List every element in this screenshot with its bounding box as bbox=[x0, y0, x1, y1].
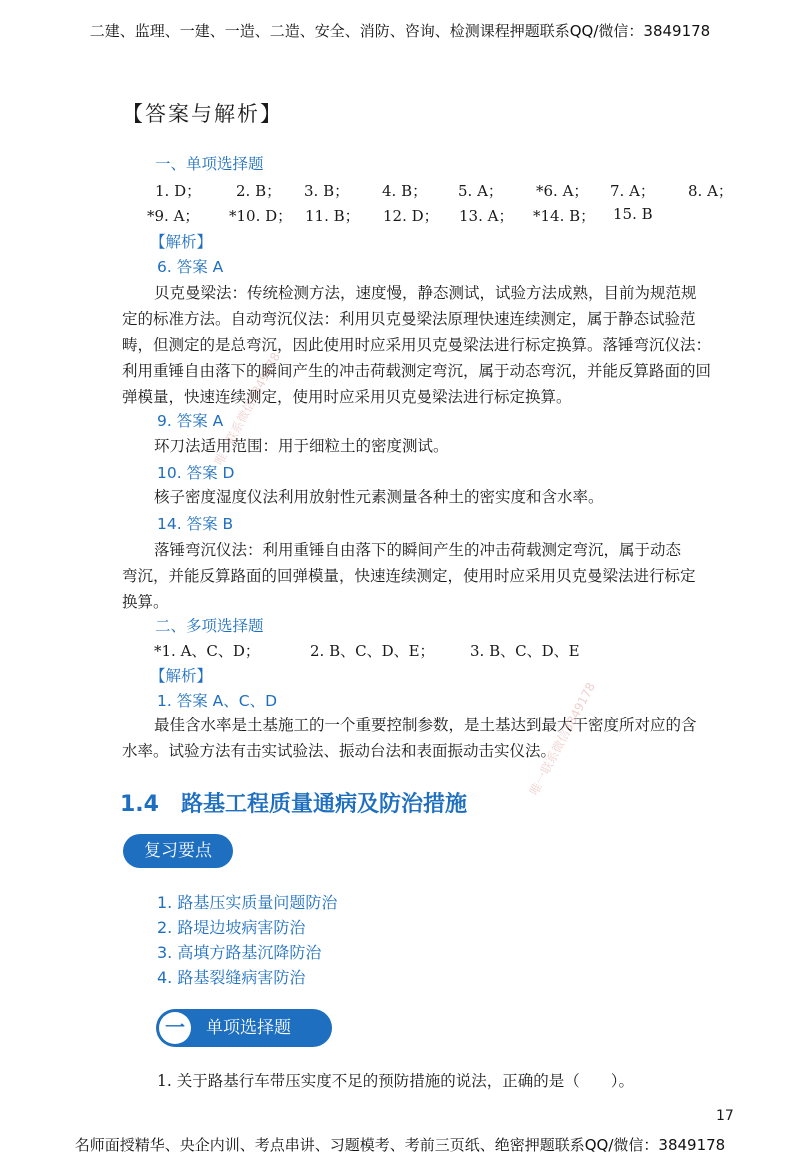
answer-row-1 bbox=[155, 180, 745, 200]
answer-key: 5. A； bbox=[458, 182, 503, 200]
analysis-label: 【解析】 bbox=[150, 233, 213, 251]
text-line: 水率。试验方法有击实试验法、振动台法和表面振动击实仪法。 bbox=[122, 742, 557, 760]
text-line: 弯沉，并能反算路面的回弹模量，快速连续测定，使用时应采用贝克曼梁法进行标定 bbox=[122, 567, 696, 585]
footer-banner: 名师面授精华、央企内训、考点串讲、习题模考、考前三页纸、绝密押题联系QQ/微信：3849178 bbox=[74, 1136, 726, 1154]
section-heading bbox=[120, 787, 467, 818]
single-choice-badge bbox=[156, 1009, 332, 1047]
question-text: 1. 关于路基行车带压实度不足的预防措施的说法，正确的是（ ）。 bbox=[157, 1072, 634, 1090]
answer-key: *14. B； bbox=[533, 207, 596, 225]
text-line: 落锤弯沉仪法：利用重锤自由落下的瞬间产生的冲击荷载测定弯沉，属于动态 bbox=[154, 541, 682, 559]
analysis-paragraph-10 bbox=[154, 484, 604, 510]
answer-row-2 bbox=[147, 205, 707, 225]
badge-number: 一 bbox=[159, 1012, 191, 1044]
answer-key: 2. B； bbox=[236, 182, 282, 200]
answer-key: *6. A； bbox=[536, 182, 589, 200]
analysis-paragraph-14 bbox=[122, 537, 696, 615]
answer-key: 3. B、C、D、E bbox=[470, 642, 580, 660]
answer-key: 12. D； bbox=[383, 207, 439, 225]
text-line: 畴，但测定的是总弯沉，因此使用时应采用贝克曼梁法进行标定换算。落锤弯沉仪法： bbox=[122, 336, 712, 354]
text-line: 最佳含水率是土基施工的一个重要控制参数，是土基达到最大干密度所对应的含 bbox=[154, 716, 697, 734]
answer-key: 7. A； bbox=[610, 182, 655, 200]
watermark: 唯一联系微信3849178 bbox=[211, 350, 284, 468]
answer-key: 15. B bbox=[613, 205, 653, 223]
analysis-paragraph-6 bbox=[122, 280, 711, 410]
review-points-label: 复习要点 bbox=[123, 834, 233, 868]
section-title: 路基工程质量通病及防治措施 bbox=[180, 792, 467, 817]
review-point: 4. 路基裂缝病害防治 bbox=[157, 968, 306, 987]
answer-key: *9. A； bbox=[147, 207, 200, 225]
answer-key: 8. A； bbox=[688, 182, 733, 200]
answer-key: *1. A、C、D； bbox=[154, 642, 260, 660]
text-line: 核子密度湿度仪法利用放射性元素测量各种土的密实度和含水率。 bbox=[154, 488, 604, 506]
single-choice-heading: 一、单项选择题 bbox=[155, 155, 264, 173]
answer-key: 2. B、C、D、E； bbox=[310, 642, 435, 660]
badge-label: 单项选择题 bbox=[206, 1018, 291, 1038]
answer-key: 1. D； bbox=[155, 182, 202, 200]
answer-head-9: 9. 答案 A bbox=[157, 412, 224, 430]
watermark: 唯一联系微信3849178 bbox=[526, 680, 599, 798]
answer-key: *10. D； bbox=[229, 207, 293, 225]
review-point: 2. 路堤边坡病害防治 bbox=[157, 918, 306, 937]
review-point: 1. 路基压实质量问题防治 bbox=[157, 893, 338, 912]
header-banner: 二建、监理、一建、一造、二造、安全、消防、咨询、检测课程押题联系QQ/微信：3849178 bbox=[89, 22, 711, 40]
answers-title: 【答案与解析】 bbox=[122, 102, 283, 126]
text-line: 换算。 bbox=[122, 593, 169, 611]
answer-head-14: 14. 答案 B bbox=[157, 515, 234, 533]
answer-head-6: 6. 答案 A bbox=[157, 258, 224, 276]
text-line: 定的标准方法。自动弯沉仪法：利用贝克曼梁法原理快速连续测定，属于静态试验范 bbox=[122, 310, 696, 328]
answer-key: 4. B； bbox=[382, 182, 428, 200]
section-number: 1.4 bbox=[120, 792, 159, 817]
answer-key: 13. A； bbox=[459, 207, 514, 225]
multi-choice-heading: 二、多项选择题 bbox=[155, 617, 264, 635]
analysis-paragraph-multi-1 bbox=[122, 712, 697, 764]
multi-answer-row bbox=[154, 640, 604, 660]
text-line: 利用重锤自由落下的瞬间产生的冲击荷载测定弯沉，属于动态弯沉，并能反算路面的回 bbox=[122, 362, 712, 380]
answer-head-10: 10. 答案 D bbox=[157, 464, 235, 482]
text-line: 环刀法适用范围：用于细粒土的密度测试。 bbox=[154, 437, 449, 455]
answer-key: 11. B； bbox=[305, 207, 360, 225]
analysis-label: 【解析】 bbox=[150, 667, 213, 685]
answer-key: 3. B； bbox=[304, 182, 350, 200]
analysis-paragraph-9 bbox=[154, 433, 449, 459]
text-line: 弹模量，快速连续测定，使用时应采用贝克曼梁法进行标定换算。 bbox=[122, 388, 572, 406]
answer-head-multi-1: 1. 答案 A、C、D bbox=[157, 692, 278, 710]
page-number: 17 bbox=[716, 1108, 734, 1124]
review-point: 3. 高填方路基沉降防治 bbox=[157, 943, 322, 962]
text-line: 贝克曼梁法：传统检测方法，速度慢，静态测试，试验方法成熟，目前为规范规 bbox=[154, 284, 697, 302]
